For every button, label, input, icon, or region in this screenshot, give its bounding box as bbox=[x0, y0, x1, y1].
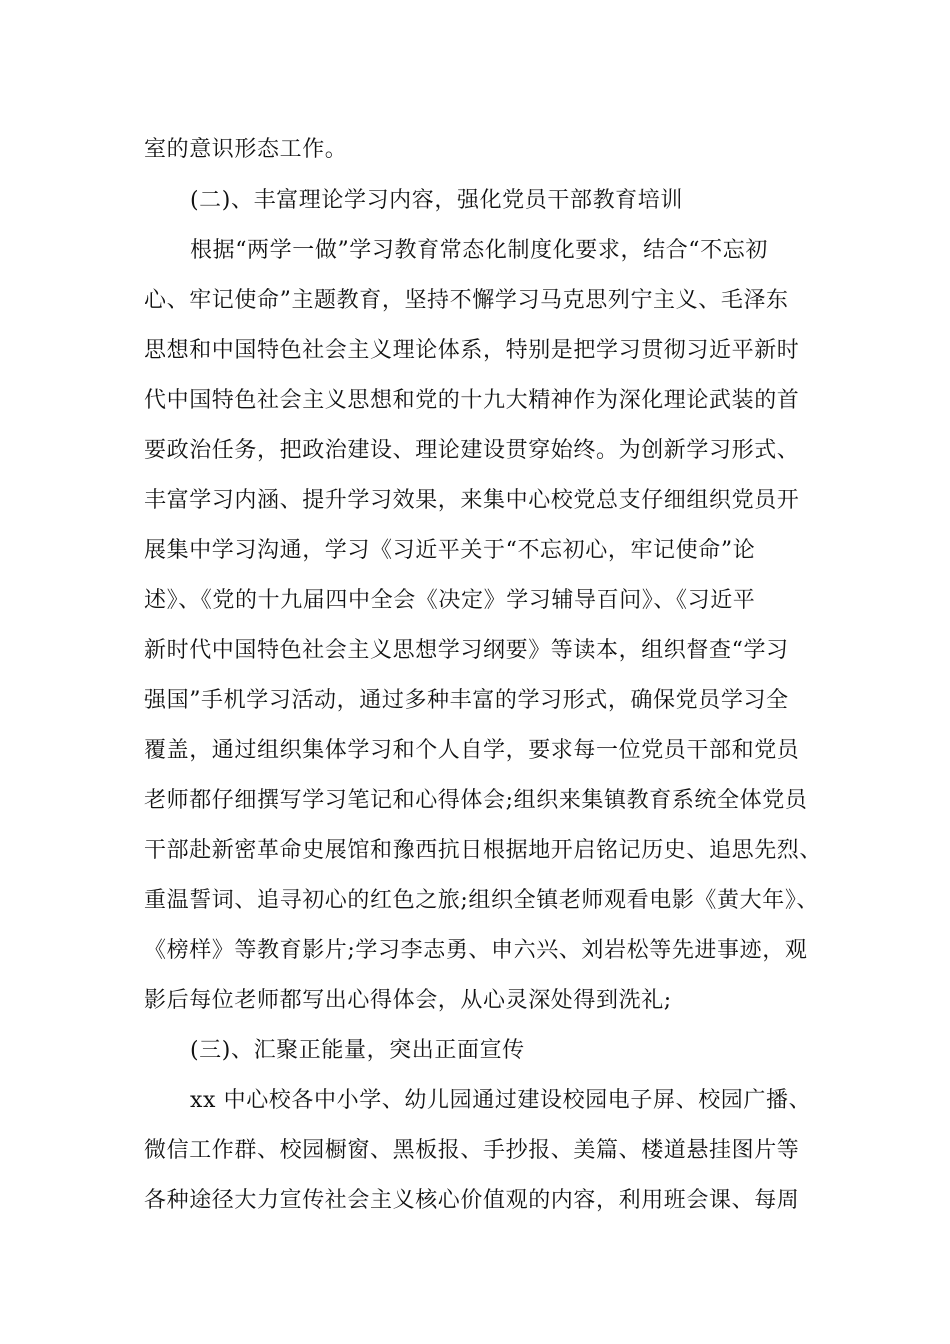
body-text-line: 思想和中国特色社会主义理论体系，特别是把学习贯彻习近平新时 bbox=[144, 338, 800, 363]
body-text-line: 《榜样》等教育影片;学习李志勇、申六兴、刘岩松等先进事迹，观 bbox=[144, 938, 808, 963]
body-text-line: 要政治任务，把政治建设、理论建设贯穿始终。为创新学习形式、 bbox=[144, 438, 800, 463]
body-text-line: 重温誓词、追寻初心的红色之旅;组织全镇老师观看电影《黄大年》、 bbox=[144, 888, 820, 913]
body-text-line: 代中国特色社会主义思想和党的十九大精神作为深化理论武装的首 bbox=[144, 388, 800, 413]
body-text-line: 丰富学习内涵、提升学习效果，来集中心校党总支仔细组织党员开 bbox=[144, 488, 800, 513]
section-heading: (三)、汇聚正能量，突出正面宣传 bbox=[190, 1038, 525, 1063]
body-text-line: 老师都仔细撰写学习笔记和心得体会;组织来集镇教育系统全体党员 bbox=[144, 788, 808, 813]
body-text-line: 各种途径大力宣传社会主义核心价值观的内容，利用班会课、每周 bbox=[144, 1188, 800, 1213]
body-text-line: 干部赴新密革命史展馆和豫西抗日根据地开启铭记历史、追思先烈、 bbox=[144, 838, 823, 863]
body-text-line: 展集中学习沟通，学习《习近平关于“不忘初心，牢记使命”论 bbox=[144, 538, 756, 563]
body-text-line: 强国”手机学习活动，通过多种丰富的学习形式，确保党员学习全 bbox=[144, 688, 789, 713]
body-text-line: 微信工作群、校园橱窗、黑板报、手抄报、美篇、楼道悬挂图片等 bbox=[144, 1138, 800, 1163]
body-text-line: 根据“两学一做”学习教育常态化制度化要求，结合“不忘初 bbox=[190, 238, 768, 263]
section-heading: (二)、丰富理论学习内容，强化党员干部教育培训 bbox=[190, 188, 683, 213]
body-text-line: 新时代中国特色社会主义思想学习纲要》等读本，组织督查“学习 bbox=[144, 638, 789, 663]
body-text-line: 覆盖，通过组织集体学习和个人自学，要求每一位党员干部和党员 bbox=[144, 738, 800, 763]
body-text-line: 述》、《党的十九届四中全会《决定》学习辅导百问》、《习近平 bbox=[144, 588, 756, 613]
body-text-line: 影后每位老师都写出心得体会，从心灵深处得到洗礼; bbox=[144, 988, 672, 1013]
body-text-line: xx 中心校各中小学、幼儿园通过建设校园电子屏、校园广播、 bbox=[190, 1088, 812, 1113]
body-text-line: 心、牢记使命”主题教育，坚持不懈学习马克思列宁主义、毛泽东 bbox=[144, 288, 789, 313]
body-text-line: 室的意识形态工作。 bbox=[144, 137, 348, 162]
